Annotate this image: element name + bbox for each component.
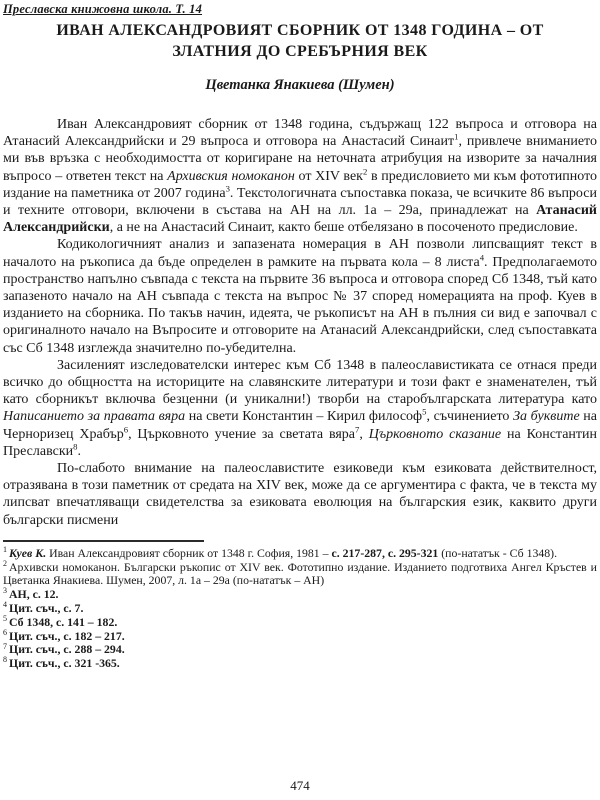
- footnote-marker: 5: [3, 613, 8, 623]
- footnote-marker: 8: [3, 655, 8, 665]
- text-run: По-слабото внимание на палеославистите езиковеди към езиковата действителност, отразявана в този паметник от средата на XIV век, може да се аргументира с факта, че в текста му липсват впечатляващи свидетелства за езиковата еволюция на българския език, каквито други български писмени: [3, 461, 597, 528]
- page-title: [3, 20, 597, 62]
- footnote-ref: 5: [422, 406, 427, 417]
- text-run: АН, с. 12.: [9, 587, 59, 602]
- footnote-marker: 4: [3, 600, 8, 610]
- footnote-ref: 1: [454, 131, 459, 142]
- title-line-1: ИВАН АЛЕКСАНДРОВИЯТ СБОРНИК ОТ 1348 ГОДИНА – ОТ: [56, 22, 544, 39]
- text-run: Куев К.: [9, 545, 47, 560]
- text-run: .: [77, 443, 81, 459]
- text-run: с. 217-287, с. 295-321: [331, 545, 439, 560]
- text-run: , съчинението: [426, 409, 514, 425]
- text-run: на свети Константин – Кирил философ: [185, 409, 423, 425]
- footnote-separator: [3, 540, 204, 542]
- text-run: Написанието за правата вяра: [3, 409, 186, 425]
- text-run: . Предполагаемото пространство напълно съвпада с текста на първите 36 въпроса и отговора според Сб 1348, тъй като запазеното начало на АН съвпада с текста на въпрос № 37 според номерацията на проф. Куев в изданието на сборника. По такъв начин, идеята, че ръкописът на АН в пълния си вид е започвал с оригиналното начало на Въпросите и отговорите на Атанасий Александрийски, след съпоставката със Сб 1348 изглежда значително по-убедителна.: [3, 254, 597, 356]
- footnote-marker: 3: [3, 586, 8, 596]
- footnote-ref: 7: [355, 424, 360, 434]
- text-run: . Текстологичната съпоставка показа, че всичките 86 въпроси и техните отговори, включени в състава на АН на лл. 1а – 29а, принадлежат на: [3, 185, 597, 219]
- text-run: от XIV век: [294, 168, 363, 184]
- text-run: Кодикологичният анализ и запазената номерация в АН позволи липсващият текст в началото на ръкописа да бъде определен в рамките на първата кола – 8 листа: [3, 237, 597, 270]
- footnote: [3, 588, 597, 602]
- page-number: 474: [290, 778, 310, 793]
- text-run: Атанасий Александрийски: [3, 203, 597, 236]
- text-run: в предисловието ми към фототипното издание на паметника от 2007 година: [3, 168, 598, 201]
- footnote-ref: 3: [225, 183, 230, 194]
- text-run: Сб 1348, с. 141 – 182.: [9, 614, 118, 629]
- text-run: на Константин Преславски: [3, 426, 598, 459]
- text-run: , а не на Анастасий Синаит, както беше отбелязано в посоченото предисловие.: [109, 220, 578, 236]
- footnote-marker: 1: [3, 544, 8, 554]
- footnote: [3, 657, 597, 671]
- footnotes-block: [3, 544, 597, 671]
- running-head: Преславска книжовна школа. Т. 14: [3, 2, 203, 16]
- text-run: Иван Александровият сборник от 1348 г. София, 1981 –: [46, 545, 332, 560]
- text-run: Цит. съч., с. 288 – 294.: [9, 642, 125, 657]
- text-run: ,: [359, 426, 369, 442]
- footnote-marker: 2: [3, 558, 8, 568]
- footnote-ref: 6: [123, 424, 129, 434]
- article-body: [3, 116, 597, 529]
- paragraph: [3, 460, 597, 529]
- footnote-ref: 4: [479, 251, 485, 262]
- footnote: [3, 544, 597, 561]
- text-run: Цит. съч., с. 321 -365.: [9, 656, 120, 671]
- footnote-marker: 6: [3, 627, 8, 637]
- footnote: [3, 602, 597, 616]
- footnote: [3, 558, 597, 589]
- text-run: Църковното сказание: [368, 426, 502, 442]
- footnote: [3, 613, 597, 630]
- text-run: За буквите: [513, 409, 580, 425]
- footnote-marker: 7: [3, 641, 8, 651]
- text-run: Цит. съч., с. 7.: [9, 601, 84, 616]
- text-run: Архивския номоканон: [167, 168, 295, 184]
- text-run: Иван Александровият сборник от 1348 година, съдържащ 122 въпроса и отговора на Атанасий Александрийски и 29 въпроса и отговора на Анастасий Синаит: [3, 117, 597, 150]
- text-run: , привлече вниманието ми във връзка с необходимостта от коригиране на неточната атрибуция на изворите за началния въпросо – ответен текст на: [3, 134, 597, 184]
- text-run: Засиленият изследователски интерес към Сб 1348 в палеославистиката се отнася преди всичко до общността на историците на славянските литератури и този факт е знаменателен, тъй като сборникът включва безценни (и уникални!) творби на старобългарската литература като: [3, 357, 597, 408]
- text-run: Архивски номоканон. Български ръкопис от XIV век. Фототипно издание. Изданието подготвиха Ангел Кръстев и Цветанка Янакиева. Шумен, 2007, л. 1а – 29а (по-нататък – АН): [3, 559, 597, 588]
- footnote-ref: 2: [362, 165, 368, 176]
- text-run: , Църковното учение за светата вяра: [128, 426, 356, 442]
- paragraph: [3, 236, 597, 356]
- title-line-2: ЗЛАТНИЯ ДО СРЕБЪРНИЯ ВЕК: [172, 43, 428, 60]
- text-run: на Черноризец Храбър: [3, 409, 598, 442]
- author-byline: Цветанка Янакиева (Шумен): [205, 77, 395, 93]
- footnote-ref: 8: [73, 441, 78, 452]
- text-run: Цит. съч., с. 182 – 217.: [9, 628, 125, 643]
- paragraph: [3, 116, 597, 236]
- text-run: (по-нататък - Сб 1348).: [438, 545, 558, 560]
- paragraph: [3, 357, 597, 460]
